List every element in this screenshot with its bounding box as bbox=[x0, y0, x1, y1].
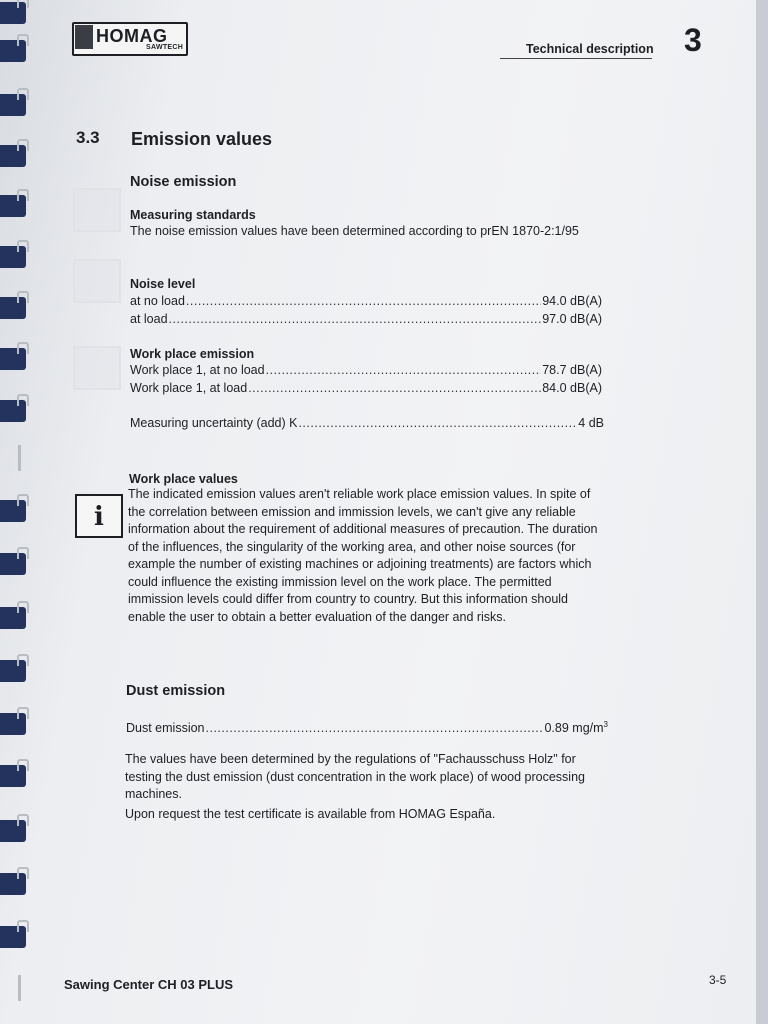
binding-ring bbox=[0, 607, 26, 629]
row-value bbox=[544, 720, 608, 735]
footer-product: Sawing Center CH 03 PLUS bbox=[64, 977, 234, 992]
dust-emission-row bbox=[126, 720, 608, 735]
binding-ring bbox=[18, 445, 27, 471]
row-label: Work place 1, at no load bbox=[130, 363, 265, 377]
info-icon bbox=[75, 494, 123, 538]
noise-level-row-no-load bbox=[130, 294, 602, 308]
row-value: 94.0 dB(A) bbox=[542, 294, 602, 308]
binding-ring bbox=[0, 820, 26, 842]
info-glyph: i bbox=[94, 502, 104, 532]
faint-warning-icon bbox=[73, 188, 121, 232]
section-number: 3.3 bbox=[76, 128, 100, 147]
binding-ring bbox=[0, 145, 26, 167]
spiral-binding bbox=[0, 0, 30, 1024]
row-label: Work place 1, at load bbox=[130, 381, 248, 395]
binding-ring bbox=[0, 926, 26, 948]
header-rule bbox=[500, 58, 652, 59]
page-edge bbox=[756, 0, 768, 1024]
noise-level-row-load bbox=[130, 312, 602, 326]
dust-emission-heading: Dust emission bbox=[126, 683, 226, 699]
dot-leader bbox=[169, 312, 542, 326]
noise-level-heading: Noise level bbox=[130, 277, 196, 291]
dot-leader bbox=[248, 381, 541, 395]
noise-emission-heading: Noise emission bbox=[130, 174, 237, 190]
row-label: Measuring uncertainty (add) K bbox=[130, 416, 298, 430]
binding-ring bbox=[0, 2, 26, 24]
section-title: Emission values bbox=[131, 129, 273, 149]
binding-ring bbox=[0, 765, 26, 787]
chapter-number: 3 bbox=[684, 22, 702, 58]
measuring-standards-text: The noise emission values have been determined according to prEN 1870-2:1/95 bbox=[130, 224, 579, 238]
binding-ring bbox=[0, 553, 26, 575]
row-label: Dust emission bbox=[126, 721, 205, 736]
unit-superscript: 3 bbox=[603, 720, 608, 729]
binding-ring bbox=[0, 195, 26, 217]
binding-ring bbox=[18, 975, 27, 1001]
binding-ring bbox=[0, 246, 26, 268]
logo-subtext: SAWTECH bbox=[146, 44, 184, 51]
page-number: 3-5 bbox=[709, 973, 727, 987]
dot-leader bbox=[186, 294, 541, 308]
logo-mark bbox=[75, 25, 93, 49]
dot-leader bbox=[298, 416, 577, 430]
certificate-note: Upon request the test certificate is available from HOMAG España. bbox=[125, 807, 496, 821]
faint-warning-icon bbox=[73, 346, 121, 390]
row-value: 4 dB bbox=[578, 416, 604, 430]
binding-ring bbox=[0, 400, 26, 422]
row-label: at no load bbox=[130, 294, 185, 308]
homag-logo bbox=[72, 22, 184, 56]
header-title: Technical description bbox=[526, 42, 654, 56]
work-place-row-load bbox=[130, 381, 602, 395]
row-label: at load bbox=[130, 312, 168, 326]
work-place-values-text: The indicated emission values aren't reliable work place emission values. In spite of the correlation between emission and immission levels, we can't give any reliable information about the requirement of additional measures of precaution. The duration of the influences, the singularity of the working area, and other noise sources (for example the number of existing machines or adjoining treatments) are factors which could influence the existing immission level on the work place. The permitted immission levels could differ from country to country. But this information should enable the user to obtain a better evaluation of the danger and risks. bbox=[128, 487, 598, 624]
row-value: 97.0 dB(A) bbox=[542, 312, 602, 326]
dot-leader bbox=[206, 721, 544, 735]
measuring-standards-heading: Measuring standards bbox=[130, 208, 256, 222]
binding-ring bbox=[0, 660, 26, 682]
dot-leader bbox=[266, 363, 542, 377]
logo-text: HOMAG bbox=[96, 26, 168, 46]
binding-ring bbox=[0, 40, 26, 62]
measuring-uncertainty-row bbox=[130, 416, 604, 430]
row-value: 78.7 dB(A) bbox=[542, 363, 602, 377]
binding-ring bbox=[0, 500, 26, 522]
binding-ring bbox=[0, 94, 26, 116]
binding-ring bbox=[0, 713, 26, 735]
binding-ring bbox=[0, 348, 26, 370]
work-place-row-no-load bbox=[130, 363, 602, 377]
work-place-values-heading: Work place values bbox=[129, 472, 238, 486]
binding-ring bbox=[0, 873, 26, 895]
work-place-emission-heading: Work place emission bbox=[130, 347, 255, 361]
row-value: 84.0 dB(A) bbox=[542, 381, 602, 395]
dust-description: The values have been determined by the regulations of "Fachausschuss Holz" for testing the dust emission (dust concentration in the work place) of wood processing machines. bbox=[125, 752, 585, 801]
binding-ring bbox=[0, 297, 26, 319]
dust-value: 0.89 mg/m bbox=[544, 721, 604, 736]
faint-warning-icon bbox=[73, 259, 121, 303]
